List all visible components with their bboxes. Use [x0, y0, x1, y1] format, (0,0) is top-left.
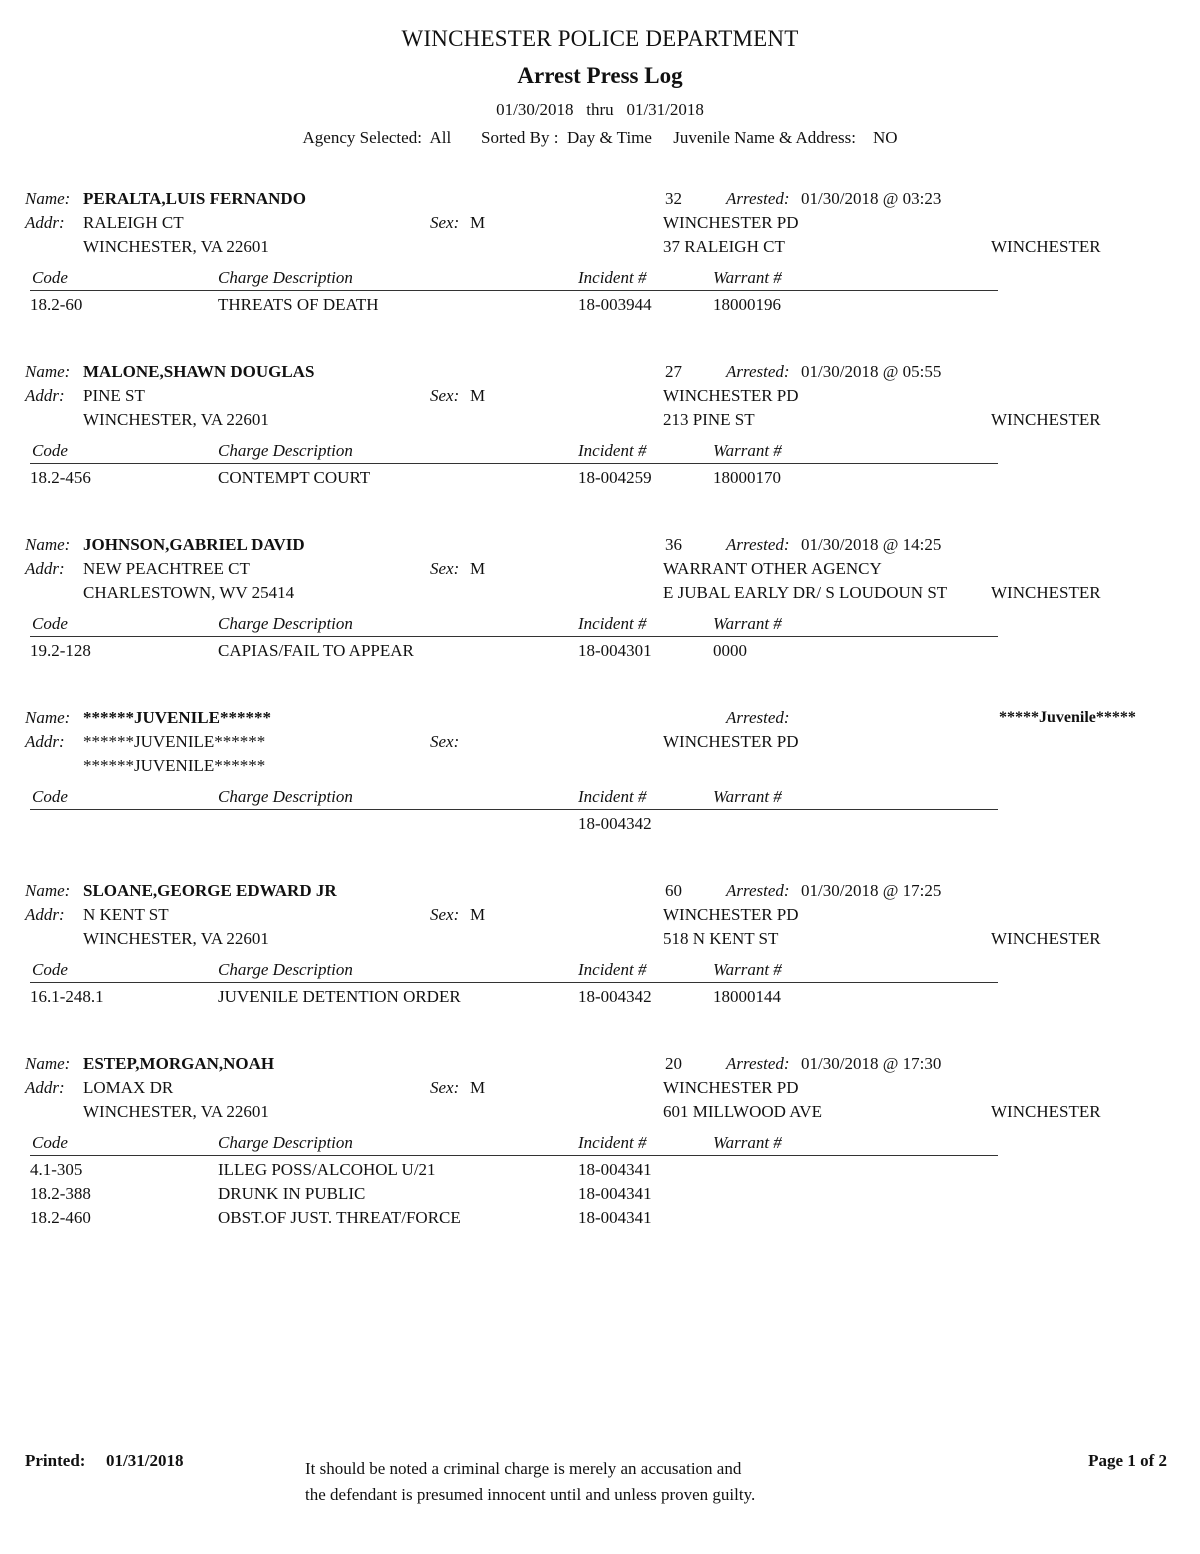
arresting-agency: WINCHESTER PD [663, 732, 799, 751]
page-number: Page 1 of 2 [1088, 1451, 1167, 1470]
arrested-datetime: 01/30/2018 @ 17:30 [801, 1054, 942, 1073]
warrant-header: Warrant # [713, 1133, 782, 1152]
address-city: WINCHESTER, VA 22601 [83, 929, 269, 948]
addr-label: Addr: [25, 905, 65, 924]
jurisdiction: WINCHESTER [991, 583, 1101, 602]
juvenile-label: Juvenile Name & Address: [673, 128, 856, 147]
arrestee-name: MALONE,SHAWN DOUGLAS [83, 362, 315, 381]
department-title: WINCHESTER POLICE DEPARTMENT [401, 26, 799, 51]
incident-header: Incident # [578, 787, 647, 806]
arrestee-age: 36 [665, 535, 682, 554]
charge-description: CONTEMPT COURT [218, 468, 371, 487]
header-rule [30, 982, 998, 983]
arrestee-age: 32 [665, 189, 682, 208]
arrested-datetime: 01/30/2018 @ 05:55 [801, 362, 942, 381]
header-rule [30, 463, 998, 464]
code-header: Code [32, 787, 68, 806]
addr-label: Addr: [25, 1078, 65, 1097]
arrested-label: Arrested: [726, 708, 790, 727]
jurisdiction: WINCHESTER [991, 237, 1101, 256]
code-header: Code [32, 268, 68, 287]
incident-number: 18-004342 [578, 814, 652, 833]
incident-header: Incident # [578, 268, 647, 287]
jurisdiction: WINCHESTER [991, 410, 1101, 429]
agency-value: All [429, 128, 452, 147]
arrestee-name: SLOANE,GEORGE EDWARD JR [83, 881, 337, 900]
name-label: Name: [25, 1054, 71, 1073]
arrestee-name: ******JUVENILE****** [83, 708, 271, 727]
sex-label: Sex: [430, 1078, 460, 1097]
disclaimer [305, 1456, 755, 1508]
code-header: Code [32, 960, 68, 979]
arrest-location: 37 RALEIGH CT [663, 237, 785, 256]
header-rule [30, 636, 998, 637]
incident-header: Incident # [578, 441, 647, 460]
sorted-value: Day & Time [566, 128, 652, 147]
arrestee-age: 27 [665, 362, 682, 381]
sex-label: Sex: [430, 905, 460, 924]
addr-label: Addr: [25, 559, 65, 578]
arrestee-age: 60 [665, 881, 682, 900]
agency-label: Agency Selected: [302, 128, 422, 147]
arrestee-name: JOHNSON,GABRIEL DAVID [83, 535, 305, 554]
incident-header: Incident # [578, 614, 647, 633]
arrested-label: Arrested: [726, 881, 790, 900]
arresting-agency: WINCHESTER PD [663, 213, 799, 232]
incident-number: 18-004342 [578, 987, 652, 1006]
arresting-agency: WINCHESTER PD [663, 1078, 799, 1097]
charge-description: CAPIAS/FAIL TO APPEAR [218, 641, 414, 660]
charge-code: 18.2-456 [30, 468, 91, 487]
charge-code: 18.2-388 [30, 1184, 91, 1203]
arrestee-sex: M [470, 1078, 486, 1097]
name-label: Name: [25, 189, 71, 208]
incident-header: Incident # [578, 960, 647, 979]
arresting-agency: WARRANT OTHER AGENCY [663, 559, 882, 578]
charge-description: ILLEG POSS/ALCOHOL U/21 [218, 1160, 436, 1179]
address-city: WINCHESTER, VA 22601 [83, 1102, 269, 1121]
jurisdiction: WINCHESTER [991, 1102, 1101, 1121]
header-rule [30, 1155, 998, 1156]
arrest-location: 213 PINE ST [663, 410, 755, 429]
arrest-location: 518 N KENT ST [663, 929, 779, 948]
code-header: Code [32, 441, 68, 460]
charge-description-header: Charge Description [218, 614, 353, 633]
warrant-header: Warrant # [713, 614, 782, 633]
charge-code: 4.1-305 [30, 1160, 83, 1179]
charge-description-header: Charge Description [218, 787, 353, 806]
charge-description-header: Charge Description [218, 960, 353, 979]
charge-description-header: Charge Description [218, 268, 353, 287]
charge-code: 18.2-460 [30, 1208, 91, 1227]
charge-description-header: Charge Description [218, 441, 353, 460]
printed-date: 01/31/2018 [106, 1451, 184, 1470]
warrant-number: 18000144 [713, 987, 781, 1006]
address-street: LOMAX DR [83, 1078, 174, 1097]
jurisdiction: *****Juvenile***** [999, 709, 1136, 726]
arrested-label: Arrested: [726, 535, 790, 554]
sex-label: Sex: [430, 213, 460, 232]
arrestee-sex: M [470, 559, 486, 578]
address-city: WINCHESTER, VA 22601 [83, 237, 269, 256]
code-header: Code [32, 614, 68, 633]
addr-label: Addr: [25, 213, 65, 232]
report-title: Arrest Press Log [517, 63, 683, 88]
sex-label: Sex: [430, 732, 460, 751]
address-street: NEW PEACHTREE CT [83, 559, 250, 578]
arrestee-name: PERALTA,LUIS FERNANDO [83, 189, 306, 208]
juvenile-value: NO [872, 128, 898, 147]
thru-label: thru [586, 100, 614, 119]
addr-label: Addr: [25, 732, 65, 751]
sex-label: Sex: [430, 559, 460, 578]
charge-description: THREATS OF DEATH [218, 295, 379, 314]
warrant-header: Warrant # [713, 268, 782, 287]
incident-number: 18-004341 [578, 1184, 652, 1203]
header-rule [30, 809, 998, 810]
warrant-number: 0000 [713, 641, 747, 660]
charge-description: DRUNK IN PUBLIC [218, 1184, 366, 1203]
charge-description-header: Charge Description [218, 1133, 353, 1152]
warrant-header: Warrant # [713, 441, 782, 460]
date-to: 01/31/2018 [626, 100, 704, 119]
name-label: Name: [25, 362, 71, 381]
incident-number: 18-004341 [578, 1208, 652, 1227]
report-criteria [0, 128, 1200, 148]
address-street: PINE ST [83, 386, 145, 405]
warrant-header: Warrant # [713, 787, 782, 806]
address-street: N KENT ST [83, 905, 169, 924]
arrested-label: Arrested: [726, 1054, 790, 1073]
arrestee-sex: M [470, 905, 486, 924]
name-label: Name: [25, 708, 71, 727]
addr-label: Addr: [25, 386, 65, 405]
address-city: ******JUVENILE****** [83, 756, 266, 775]
arrestee-age: 20 [665, 1054, 682, 1073]
disclaimer-line-2: the defendant is presumed innocent until and unless proven guilty. [305, 1485, 756, 1504]
disclaimer-line-1: It should be noted a criminal charge is merely an accusation and [305, 1459, 742, 1478]
arrested-datetime: 01/30/2018 @ 03:23 [801, 189, 942, 208]
name-label: Name: [25, 881, 71, 900]
charge-description: JUVENILE DETENTION ORDER [218, 987, 461, 1006]
arrested-label: Arrested: [726, 362, 790, 381]
name-label: Name: [25, 535, 71, 554]
warrant-number: 18000196 [713, 295, 781, 314]
date-from: 01/30/2018 [496, 100, 574, 119]
header-rule [30, 290, 998, 291]
arrested-datetime: 01/30/2018 @ 17:25 [801, 881, 942, 900]
incident-number: 18-004259 [578, 468, 652, 487]
arresting-agency: WINCHESTER PD [663, 905, 799, 924]
charge-code: 18.2-60 [30, 295, 83, 314]
arrest-location: 601 MILLWOOD AVE [663, 1102, 822, 1121]
warrant-number: 18000170 [713, 468, 781, 487]
incident-number: 18-004341 [578, 1160, 652, 1179]
incident-header: Incident # [578, 1133, 647, 1152]
jurisdiction: WINCHESTER [991, 929, 1101, 948]
arrested-label: Arrested: [726, 189, 790, 208]
code-header: Code [32, 1133, 68, 1152]
charge-code: 19.2-128 [30, 641, 91, 660]
address-street: ******JUVENILE****** [83, 732, 266, 751]
incident-number: 18-003944 [578, 295, 652, 314]
charge-code: 16.1-248.1 [30, 987, 104, 1006]
arrestee-sex: M [470, 213, 486, 232]
arrestee-name: ESTEP,MORGAN,NOAH [83, 1054, 275, 1073]
charge-description: OBST.OF JUST. THREAT/FORCE [218, 1208, 461, 1227]
address-city: WINCHESTER, VA 22601 [83, 410, 269, 429]
incident-number: 18-004301 [578, 641, 652, 660]
arrested-datetime: 01/30/2018 @ 14:25 [801, 535, 942, 554]
arrest-location: E JUBAL EARLY DR/ S LOUDOUN ST [663, 583, 948, 602]
printed-label: Printed: [25, 1451, 86, 1470]
arresting-agency: WINCHESTER PD [663, 386, 799, 405]
sorted-label: Sorted By : [480, 128, 559, 147]
address-city: CHARLESTOWN, WV 25414 [83, 583, 295, 602]
arrestee-sex: M [470, 386, 486, 405]
address-street: RALEIGH CT [83, 213, 184, 232]
warrant-header: Warrant # [713, 960, 782, 979]
date-range [0, 100, 1200, 120]
sex-label: Sex: [430, 386, 460, 405]
